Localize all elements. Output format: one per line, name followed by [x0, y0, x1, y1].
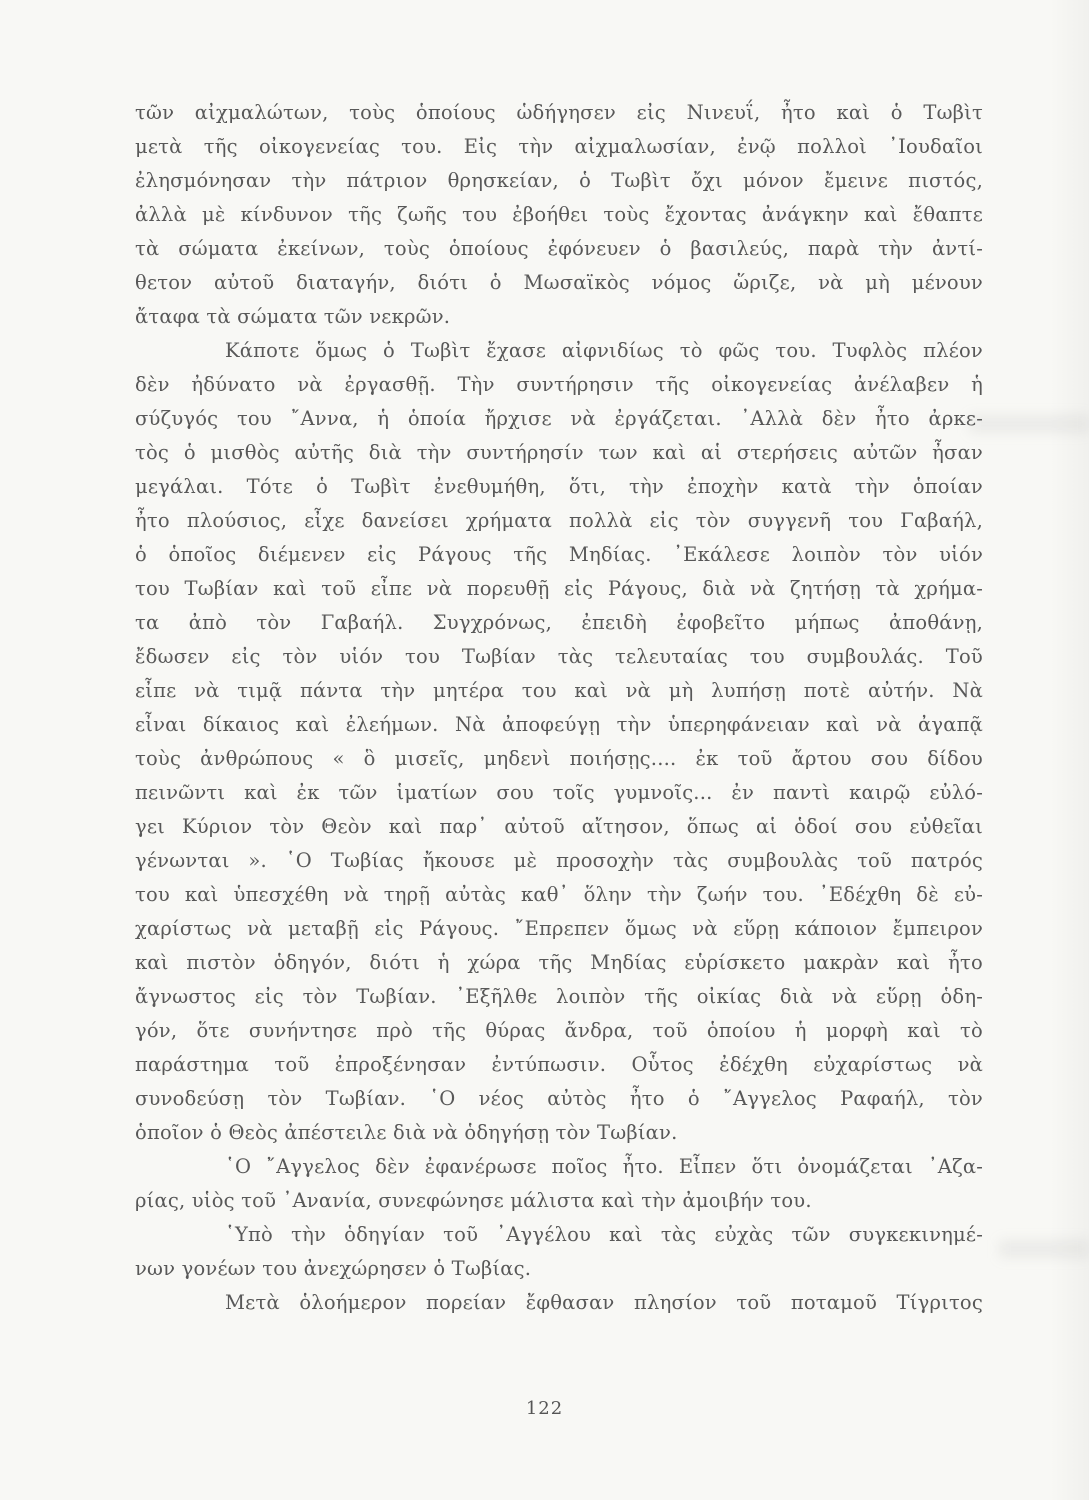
quote-line: πεινῶντι καὶ ἐκ τῶν ἱματίων σου τοῖς γυμνοῖς... ἐν παντὶ καιρῷ εὐλό-	[135, 781, 983, 804]
body-text	[135, 96, 983, 1366]
text-line: μετὰ τῆς οἰκογενείας του. Εἰς τὴν αἰχμαλωσίαν, ἐνῷ πολλοὶ ᾿Ιουδαῖοι	[135, 135, 983, 158]
text-line: ρίας, υἱὸς τοῦ ᾿Ανανία, συνεφώνησε μάλιστα καὶ τὴν ἀμοιβήν του.	[135, 1189, 812, 1212]
text-line: ἔδωσεν εἰς τὸν υἱόν του Τωβίαν τὰς τελευταίας του συμβουλάς. Τοῦ	[135, 645, 983, 668]
bleed-through-mark	[969, 415, 1089, 433]
text-line: ὁ ὁποῖος διέμενεν εἰς Ράγους τῆς Μηδίας. ᾿Εκάλεσε λοιπὸν τὸν υἱόν	[135, 543, 983, 566]
quote-line: γει Κύριον τὸν Θεὸν καὶ παρ᾿ αὐτοῦ αἴτησον, ὅπως αἱ ὁδοί σου εὐθεῖαι	[135, 815, 983, 838]
text-line: ὁποῖον ὁ Θεὸς ἀπέστειλε διὰ νὰ ὁδηγήσῃ τὸν Τωβίαν.	[135, 1121, 678, 1144]
text-line: χαρίστως νὰ μεταβῇ εἰς Ράγους. ῎Επρεπεν ὅμως νὰ εὕρῃ κάποιον ἔμπειρον	[135, 917, 983, 940]
page-edge-shadow	[1049, 0, 1089, 1500]
text-line: ἄταφα τὰ σώματα τῶν νεκρῶν.	[135, 305, 451, 328]
text-line: σύζυγός του ῎Αννα, ἡ ὁποία ἤρχισε νὰ ἐργάζεται. ᾿Αλλὰ δὲν ἦτο ἀρκε-	[135, 407, 983, 430]
paragraph-start-line: ῾Υπὸ τὴν ὁδηγίαν τοῦ ᾿Αγγέλου καὶ τὰς εὐχὰς τῶν συγκεκινημέ-	[225, 1223, 983, 1246]
text-line: εἶπε νὰ τιμᾷ πάντα τὴν μητέρα του καὶ νὰ μὴ λυπήσῃ ποτὲ αὐτήν. Νὰ	[135, 679, 983, 702]
text-line: καὶ πιστὸν ὁδηγόν, διότι ἡ χώρα τῆς Μηδίας εὑρίσκετο μακρὰν καὶ ἦτο	[135, 951, 983, 974]
text-line: μεγάλαι. Τότε ὁ Τωβὶτ ἐνεθυμήθη, ὅτι, τὴν ἐποχὴν κατὰ τὴν ὁποίαν	[135, 475, 983, 498]
text-line: θετον αὐτοῦ διαταγήν, διότι ὁ Μωσαϊκὸς νόμος ὥριζε, νὰ μὴ μένουν	[135, 271, 983, 294]
quote-line: τοὺς ἀνθρώπους « ὃ μισεῖς, μηδενὶ ποιήσῃς.... ἐκ τοῦ ἄρτου σου δίδου	[135, 747, 983, 770]
bleed-through-mark	[999, 1240, 1089, 1258]
text-line: ἦτο πλούσιος, εἶχε δανείσει χρήματα πολλὰ εἰς τὸν συγγενῆ του Γαβαήλ,	[135, 509, 983, 532]
text-line: συνοδεύσῃ τὸν Τωβίαν. ῾Ο νέος αὐτὸς ἦτο ὁ ῎Αγγελος Ραφαήλ, τὸν	[135, 1087, 983, 1110]
text-line: παράστημα τοῦ ἐπροξένησαν ἐντύπωσιν. Οὗτος ἐδέχθη εὐχαρίστως νὰ	[135, 1053, 983, 1076]
paragraph-start-line: Μετὰ ὁλοήμερον πορείαν ἔφθασαν πλησίον τοῦ ποταμοῦ Τίγριτος	[225, 1291, 983, 1314]
text-line: ἄγνωστος εἰς τὸν Τωβίαν. ᾿Εξῆλθε λοιπὸν τῆς οἰκίας διὰ νὰ εὕρῃ ὁδη-	[135, 985, 983, 1008]
text-line: τῶν αἰχμαλώτων, τοὺς ὁποίους ὡδήγησεν εἰς Νινευΐ, ἦτο καὶ ὁ Τωβὶτ	[135, 101, 983, 124]
paragraph-start-line: ῾Ο ῎Αγγελος δὲν ἐφανέρωσε ποῖος ἦτο. Εἶπεν ὅτι ὀνομάζεται ᾿Αζα-	[225, 1155, 983, 1178]
text-line: δὲν ἠδύνατο νὰ ἐργασθῇ. Τὴν συντήρησιν τῆς οἰκογενείας ἀνέλαβεν ἡ	[135, 373, 983, 396]
text-line: τὰ σώματα ἐκείνων, τοὺς ὁποίους ἐφόνευεν ὁ βασιλεύς, παρὰ τὴν ἀντί-	[135, 237, 983, 260]
text-line: του καὶ ὑπεσχέθη νὰ τηρῇ αὐτὰς καθ᾿ ὅλην τὴν ζωήν του. ᾿Εδέχθη δὲ εὐ-	[135, 883, 983, 906]
text-line: γένωνται ». ῾Ο Τωβίας ἤκουσε μὲ προσοχὴν τὰς συμβουλὰς τοῦ πατρός	[135, 849, 983, 872]
text-line: τα ἀπὸ τὸν Γαβαήλ. Συγχρόνως, ἐπειδὴ ἐφοβεῖτο μήπως ἀποθάνῃ,	[135, 611, 983, 634]
text-line: νων γονέων του ἀνεχώρησεν ὁ Τωβίας.	[135, 1257, 532, 1280]
text-line: του Τωβίαν καὶ τοῦ εἶπε νὰ πορευθῇ εἰς Ράγους, διὰ νὰ ζητήσῃ τὰ χρήμα-	[135, 577, 983, 600]
text-line: γόν, ὅτε συνήντησε πρὸ τῆς θύρας ἄνδρα, τοῦ ὁποίου ἡ μορφὴ καὶ τὸ	[135, 1019, 983, 1042]
text-line: ἐλησμόνησαν τὴν πάτριον θρησκείαν, ὁ Τωβὶτ ὄχι μόνον ἔμεινε πιστός,	[135, 169, 983, 192]
text-line: τὸς ὁ μισθὸς αὐτῆς διὰ τὴν συντήρησίν των καὶ αἱ στερήσεις αὐτῶν ἦσαν	[135, 441, 983, 464]
paragraph-start-line: Κάποτε ὅμως ὁ Τωβὶτ ἔχασε αἰφνιδίως τὸ φῶς του. Τυφλὸς πλέον	[225, 339, 983, 362]
text-line: ἀλλὰ μὲ κίνδυνον τῆς ζωῆς του ἐβοήθει τοὺς ἔχοντας ἀνάγκην καὶ ἔθαπτε	[135, 203, 983, 226]
page-number: 122	[525, 1398, 564, 1419]
text-line: εἶναι δίκαιος καὶ ἐλεήμων. Νὰ ἀποφεύγῃ τὴν ὑπερηφάνειαν καὶ νὰ ἀγαπᾷ	[135, 713, 983, 736]
